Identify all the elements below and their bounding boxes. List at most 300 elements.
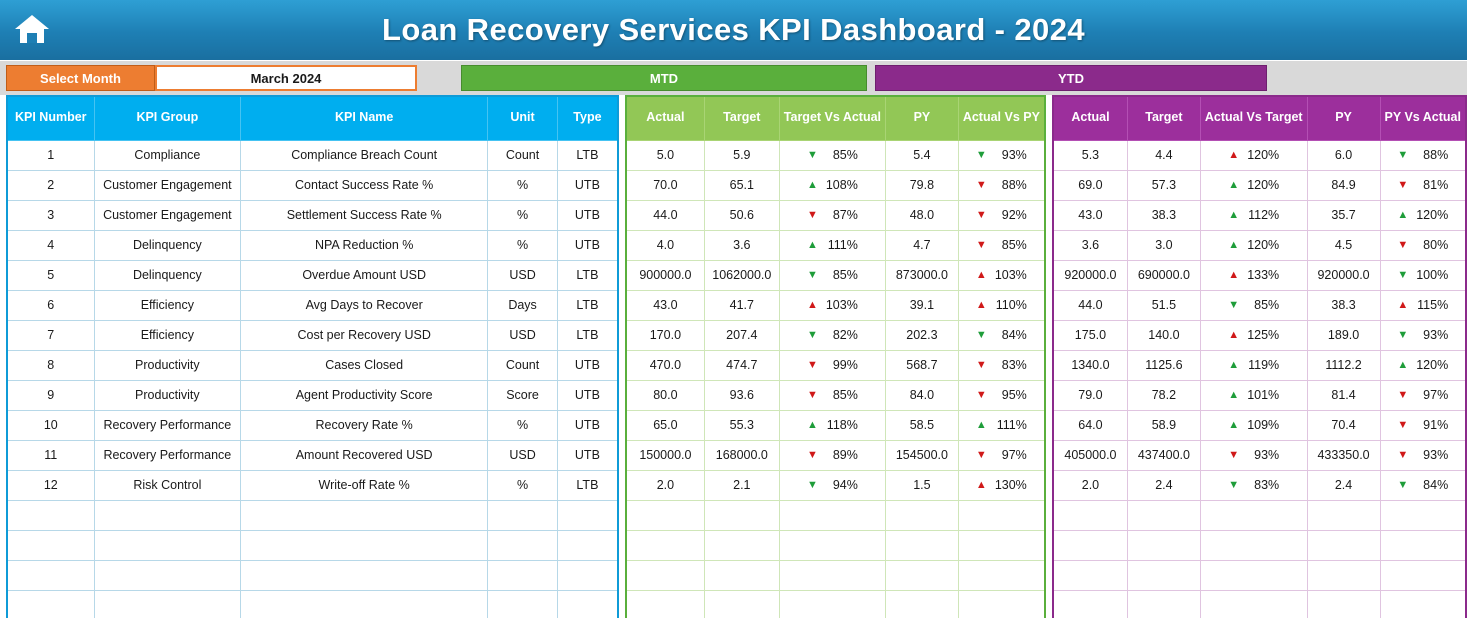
cell-kpi-name: NPA Reduction % — [241, 230, 488, 260]
cell-mtd-target-vs-actual-value: 85% — [832, 268, 858, 282]
table-row — [1053, 380, 1466, 410]
cell-ytd-actual: 43.0 — [1053, 200, 1127, 230]
cell-ytd-target: 4.4 — [1127, 140, 1200, 170]
cell-mtd-actual: 170.0 — [626, 320, 704, 350]
cell-kpi-group: Recovery Performance — [94, 440, 241, 470]
cell-mtd-target-vs-actual — [779, 290, 885, 320]
triangle-up-icon: ▲ — [1228, 418, 1240, 431]
cell-mtd-actual-vs-py — [958, 290, 1045, 320]
cell-ytd-py-vs-actual — [1380, 470, 1466, 500]
cell-mtd-target: 5.9 — [704, 140, 779, 170]
cell-empty — [779, 500, 885, 530]
cell-ytd-actual-vs-target-value: 120% — [1247, 178, 1280, 192]
cell-ytd-actual: 920000.0 — [1053, 260, 1127, 290]
cell-kpi-name: Overdue Amount USD — [241, 260, 488, 290]
cell-mtd-target: 55.3 — [704, 410, 779, 440]
cell-ytd-actual-vs-target — [1200, 200, 1307, 230]
table-row-empty — [7, 530, 618, 560]
table-row — [626, 140, 1045, 170]
cell-ytd-py-vs-actual-value: 93% — [1423, 328, 1449, 342]
cell-ytd-actual: 175.0 — [1053, 320, 1127, 350]
cell-unit: Score — [488, 380, 558, 410]
triangle-down-icon: ▼ — [975, 148, 987, 161]
cell-ytd-actual-vs-target-value: 85% — [1254, 298, 1280, 312]
cell-kpi-number: 3 — [7, 200, 94, 230]
cell-empty — [7, 530, 94, 560]
table-header-row — [1053, 96, 1466, 140]
triangle-down-icon: ▼ — [975, 388, 987, 401]
cell-kpi-name: Avg Days to Recover — [241, 290, 488, 320]
table-row — [7, 200, 618, 230]
cell-ytd-actual: 1340.0 — [1053, 350, 1127, 380]
cell-kpi-number: 2 — [7, 170, 94, 200]
cell-empty — [1053, 530, 1127, 560]
cell-ytd-actual: 69.0 — [1053, 170, 1127, 200]
triangle-down-icon: ▼ — [1397, 388, 1409, 401]
cell-unit: USD — [488, 440, 558, 470]
triangle-up-icon: ▲ — [975, 418, 987, 431]
cell-ytd-actual: 405000.0 — [1053, 440, 1127, 470]
col-type: Type — [557, 96, 617, 140]
cell-mtd-target: 50.6 — [704, 200, 779, 230]
triangle-up-icon: ▲ — [1397, 298, 1409, 311]
cell-empty — [1200, 560, 1307, 590]
cell-mtd-actual: 80.0 — [626, 380, 704, 410]
cell-mtd-target-vs-actual-value: 99% — [832, 358, 858, 372]
triangle-down-icon: ▼ — [975, 178, 987, 191]
cell-ytd-actual: 64.0 — [1053, 410, 1127, 440]
table-row — [626, 410, 1045, 440]
table-row — [7, 470, 618, 500]
table-row — [1053, 140, 1466, 170]
cell-type: LTB — [557, 470, 617, 500]
cell-ytd-py-vs-actual — [1380, 380, 1466, 410]
cell-kpi-group: Productivity — [94, 380, 241, 410]
cell-empty — [1127, 500, 1200, 530]
cell-mtd-actual: 900000.0 — [626, 260, 704, 290]
col-mtd-actual-vs-py: Actual Vs PY — [958, 96, 1045, 140]
cell-empty — [1380, 560, 1466, 590]
cell-mtd-target-vs-actual — [779, 230, 885, 260]
cell-ytd-py: 81.4 — [1307, 380, 1380, 410]
table-row — [1053, 470, 1466, 500]
triangle-down-icon: ▼ — [1397, 178, 1409, 191]
ytd-table — [1052, 95, 1467, 618]
table-row — [626, 170, 1045, 200]
triangle-down-icon: ▼ — [1397, 478, 1409, 491]
cell-kpi-group: Delinquency — [94, 230, 241, 260]
cell-empty — [958, 530, 1045, 560]
cell-mtd-target-vs-actual-value: 82% — [832, 328, 858, 342]
table-row — [7, 320, 618, 350]
cell-ytd-target: 1125.6 — [1127, 350, 1200, 380]
triangle-up-icon: ▲ — [975, 268, 987, 281]
page-title: Loan Recovery Services KPI Dashboard - 2024 — [382, 12, 1085, 47]
cell-mtd-actual-vs-py-value: 83% — [1001, 358, 1027, 372]
table-row — [7, 230, 618, 260]
cell-mtd-actual-vs-py — [958, 230, 1045, 260]
cell-kpi-number: 12 — [7, 470, 94, 500]
triangle-up-icon: ▲ — [1397, 358, 1409, 371]
cell-empty — [1307, 530, 1380, 560]
triangle-up-icon: ▲ — [1228, 238, 1240, 251]
cell-empty — [241, 500, 488, 530]
cell-ytd-py-vs-actual-value: 91% — [1423, 418, 1449, 432]
cell-mtd-target-vs-actual-value: 89% — [832, 448, 858, 462]
kpi-tables — [0, 95, 1467, 618]
dashboard-header — [0, 0, 1467, 61]
triangle-up-icon: ▲ — [1228, 388, 1240, 401]
table-row — [7, 140, 618, 170]
table-row — [7, 380, 618, 410]
col-ytd-actual-vs-target: Actual Vs Target — [1200, 96, 1307, 140]
cell-mtd-py: 568.7 — [886, 350, 959, 380]
cell-empty — [958, 500, 1045, 530]
cell-mtd-py: 5.4 — [886, 140, 959, 170]
cell-mtd-target-vs-actual — [779, 140, 885, 170]
table-row — [1053, 200, 1466, 230]
cell-kpi-name: Compliance Breach Count — [241, 140, 488, 170]
triangle-down-icon: ▼ — [806, 208, 818, 221]
cell-mtd-py: 84.0 — [886, 380, 959, 410]
cell-type: LTB — [557, 320, 617, 350]
cell-empty — [779, 590, 885, 618]
cell-ytd-actual-vs-target — [1200, 260, 1307, 290]
table-row — [1053, 290, 1466, 320]
table-row — [626, 440, 1045, 470]
table-row — [1053, 350, 1466, 380]
table-row-empty — [1053, 530, 1466, 560]
cell-empty — [886, 500, 959, 530]
cell-empty — [886, 590, 959, 618]
cell-mtd-target-vs-actual — [779, 260, 885, 290]
cell-empty — [1380, 590, 1466, 618]
cell-ytd-py-vs-actual — [1380, 170, 1466, 200]
cell-ytd-py: 38.3 — [1307, 290, 1380, 320]
cell-empty — [1380, 530, 1466, 560]
cell-ytd-actual: 5.3 — [1053, 140, 1127, 170]
col-mtd-target-vs-actual: Target Vs Actual — [779, 96, 885, 140]
cell-ytd-actual-vs-target-value: 83% — [1254, 478, 1280, 492]
cell-kpi-group: Delinquency — [94, 260, 241, 290]
cell-mtd-actual-vs-py-value: 92% — [1001, 208, 1027, 222]
cell-type: UTB — [557, 380, 617, 410]
cell-mtd-py: 4.7 — [886, 230, 959, 260]
cell-ytd-actual: 2.0 — [1053, 470, 1127, 500]
cell-ytd-actual-vs-target-value: 109% — [1247, 418, 1280, 432]
table-row — [626, 320, 1045, 350]
cell-ytd-actual-vs-target — [1200, 170, 1307, 200]
cell-ytd-target: 58.9 — [1127, 410, 1200, 440]
cell-mtd-target-vs-actual-value: 111% — [827, 238, 858, 252]
cell-ytd-target: 690000.0 — [1127, 260, 1200, 290]
cell-ytd-actual-vs-target — [1200, 140, 1307, 170]
triangle-up-icon: ▲ — [975, 298, 987, 311]
cell-kpi-name: Write-off Rate % — [241, 470, 488, 500]
table-row — [1053, 440, 1466, 470]
cell-mtd-target: 474.7 — [704, 350, 779, 380]
triangle-down-icon: ▼ — [975, 208, 987, 221]
cell-ytd-py-vs-actual-value: 84% — [1423, 478, 1449, 492]
cell-mtd-py: 48.0 — [886, 200, 959, 230]
cell-mtd-actual: 44.0 — [626, 200, 704, 230]
triangle-down-icon: ▼ — [975, 448, 987, 461]
table-row-empty — [7, 590, 618, 618]
cell-mtd-actual-vs-py — [958, 320, 1045, 350]
cell-kpi-name: Amount Recovered USD — [241, 440, 488, 470]
cell-mtd-actual-vs-py-value: 84% — [1001, 328, 1027, 342]
cell-empty — [779, 530, 885, 560]
cell-empty — [1127, 560, 1200, 590]
cell-mtd-py: 873000.0 — [886, 260, 959, 290]
cell-ytd-py-vs-actual — [1380, 230, 1466, 260]
cell-unit: Days — [488, 290, 558, 320]
cell-ytd-actual-vs-target — [1200, 470, 1307, 500]
cell-ytd-py: 6.0 — [1307, 140, 1380, 170]
cell-kpi-group: Risk Control — [94, 470, 241, 500]
table-row — [7, 440, 618, 470]
cell-mtd-actual: 65.0 — [626, 410, 704, 440]
cell-empty — [241, 560, 488, 590]
triangle-down-icon: ▼ — [975, 328, 987, 341]
cell-empty — [488, 560, 558, 590]
col-ytd-py: PY — [1307, 96, 1380, 140]
table-row — [1053, 260, 1466, 290]
mtd-table — [625, 95, 1046, 618]
cell-empty — [7, 500, 94, 530]
cell-type: UTB — [557, 440, 617, 470]
col-ytd-py-vs-actual: PY Vs Actual — [1380, 96, 1466, 140]
cell-empty — [488, 530, 558, 560]
cell-ytd-py-vs-actual — [1380, 260, 1466, 290]
cell-mtd-py: 154500.0 — [886, 440, 959, 470]
cell-ytd-py-vs-actual — [1380, 200, 1466, 230]
cell-ytd-py-vs-actual-value: 93% — [1423, 448, 1449, 462]
cell-unit: USD — [488, 260, 558, 290]
cell-empty — [1380, 500, 1466, 530]
triangle-down-icon: ▼ — [806, 328, 818, 341]
cell-kpi-group: Efficiency — [94, 290, 241, 320]
table-row-empty — [1053, 500, 1466, 530]
cell-mtd-actual-vs-py — [958, 380, 1045, 410]
cell-mtd-target-vs-actual-value: 103% — [825, 298, 858, 312]
cell-unit: % — [488, 200, 558, 230]
cell-empty — [557, 500, 617, 530]
cell-empty — [1307, 560, 1380, 590]
cell-ytd-py-vs-actual — [1380, 350, 1466, 380]
month-selector[interactable]: March 2024 — [155, 65, 417, 91]
table-row-empty — [626, 530, 1045, 560]
cell-mtd-actual-vs-py — [958, 350, 1045, 380]
col-mtd-target: Target — [704, 96, 779, 140]
cell-mtd-actual-vs-py-value: 111% — [996, 418, 1027, 432]
cell-ytd-py-vs-actual — [1380, 440, 1466, 470]
cell-empty — [241, 530, 488, 560]
table-row — [7, 350, 618, 380]
cell-ytd-py: 4.5 — [1307, 230, 1380, 260]
cell-mtd-target-vs-actual — [779, 470, 885, 500]
table-row — [626, 230, 1045, 260]
cell-kpi-number: 10 — [7, 410, 94, 440]
cell-empty — [958, 560, 1045, 590]
cell-mtd-target: 65.1 — [704, 170, 779, 200]
cell-mtd-py: 58.5 — [886, 410, 959, 440]
select-month-label: Select Month — [6, 65, 155, 91]
cell-empty — [94, 500, 241, 530]
cell-empty — [1200, 590, 1307, 618]
table-row-empty — [1053, 560, 1466, 590]
cell-mtd-actual-vs-py-value: 85% — [1001, 238, 1027, 252]
cell-ytd-py: 35.7 — [1307, 200, 1380, 230]
triangle-up-icon: ▲ — [1228, 178, 1240, 191]
cell-kpi-number: 11 — [7, 440, 94, 470]
cell-type: UTB — [557, 350, 617, 380]
cell-mtd-py: 202.3 — [886, 320, 959, 350]
cell-empty — [704, 500, 779, 530]
table-row — [1053, 320, 1466, 350]
cell-ytd-py: 1112.2 — [1307, 350, 1380, 380]
triangle-up-icon: ▲ — [1228, 148, 1240, 161]
cell-ytd-py-vs-actual-value: 88% — [1423, 148, 1449, 162]
cell-empty — [704, 530, 779, 560]
cell-empty — [1200, 530, 1307, 560]
cell-mtd-actual: 150000.0 — [626, 440, 704, 470]
col-mtd-actual: Actual — [626, 96, 704, 140]
cell-mtd-actual-vs-py — [958, 200, 1045, 230]
cell-unit: USD — [488, 320, 558, 350]
col-kpi-number: KPI Number — [7, 96, 94, 140]
table-row-empty — [626, 590, 1045, 618]
triangle-up-icon: ▲ — [1228, 328, 1240, 341]
cell-mtd-target: 3.6 — [704, 230, 779, 260]
cell-mtd-target-vs-actual — [779, 320, 885, 350]
cell-ytd-target: 51.5 — [1127, 290, 1200, 320]
cell-ytd-py-vs-actual-value: 100% — [1416, 268, 1449, 282]
triangle-up-icon: ▲ — [1228, 358, 1240, 371]
cell-empty — [94, 530, 241, 560]
cell-mtd-actual: 4.0 — [626, 230, 704, 260]
cell-ytd-py-vs-actual — [1380, 140, 1466, 170]
cell-mtd-actual-vs-py — [958, 170, 1045, 200]
cell-mtd-actual-vs-py-value: 95% — [1001, 388, 1027, 402]
cell-ytd-actual-vs-target — [1200, 380, 1307, 410]
cell-kpi-group: Customer Engagement — [94, 170, 241, 200]
cell-empty — [1307, 590, 1380, 618]
cell-mtd-actual-vs-py-value: 93% — [1001, 148, 1027, 162]
cell-ytd-target: 57.3 — [1127, 170, 1200, 200]
cell-empty — [1127, 590, 1200, 618]
cell-mtd-target-vs-actual — [779, 350, 885, 380]
table-row — [626, 470, 1045, 500]
triangle-up-icon: ▲ — [806, 238, 818, 251]
cell-ytd-actual-vs-target — [1200, 230, 1307, 260]
cell-mtd-target-vs-actual-value: 85% — [832, 388, 858, 402]
cell-empty — [626, 500, 704, 530]
cell-mtd-actual-vs-py-value: 97% — [1001, 448, 1027, 462]
triangle-up-icon: ▲ — [806, 298, 818, 311]
cell-kpi-number: 9 — [7, 380, 94, 410]
cell-kpi-number: 1 — [7, 140, 94, 170]
cell-empty — [626, 530, 704, 560]
cell-empty — [1200, 500, 1307, 530]
table-row-empty — [1053, 590, 1466, 618]
cell-empty — [704, 590, 779, 618]
cell-ytd-target: 437400.0 — [1127, 440, 1200, 470]
table-row — [1053, 170, 1466, 200]
cell-mtd-actual: 43.0 — [626, 290, 704, 320]
cell-unit: Count — [488, 350, 558, 380]
cell-mtd-actual-vs-py-value: 103% — [994, 268, 1027, 282]
cell-empty — [557, 530, 617, 560]
cell-empty — [1053, 560, 1127, 590]
triangle-up-icon: ▲ — [1228, 268, 1240, 281]
cell-kpi-name: Settlement Success Rate % — [241, 200, 488, 230]
cell-empty — [779, 560, 885, 590]
cell-ytd-py-vs-actual-value: 120% — [1416, 358, 1449, 372]
triangle-up-icon: ▲ — [806, 178, 818, 191]
cell-mtd-target-vs-actual — [779, 380, 885, 410]
table-header-row — [626, 96, 1045, 140]
cell-ytd-target: 3.0 — [1127, 230, 1200, 260]
cell-kpi-group: Productivity — [94, 350, 241, 380]
cell-kpi-name: Cost per Recovery USD — [241, 320, 488, 350]
cell-kpi-name: Recovery Rate % — [241, 410, 488, 440]
cell-mtd-target: 1062000.0 — [704, 260, 779, 290]
cell-empty — [886, 530, 959, 560]
cell-mtd-target-vs-actual-value: 85% — [832, 148, 858, 162]
cell-ytd-actual-vs-target-value: 120% — [1247, 148, 1280, 162]
cell-unit: % — [488, 170, 558, 200]
cell-ytd-py-vs-actual — [1380, 320, 1466, 350]
cell-mtd-actual-vs-py-value: 110% — [995, 298, 1027, 312]
cell-empty — [557, 590, 617, 618]
cell-ytd-py-vs-actual-value: 80% — [1423, 238, 1449, 252]
cell-kpi-number: 5 — [7, 260, 94, 290]
cell-ytd-actual: 3.6 — [1053, 230, 1127, 260]
cell-kpi-group: Customer Engagement — [94, 200, 241, 230]
cell-ytd-py-vs-actual-value: 97% — [1423, 388, 1449, 402]
cell-empty — [958, 590, 1045, 618]
cell-empty — [241, 590, 488, 618]
cell-type: LTB — [557, 140, 617, 170]
cell-mtd-actual: 5.0 — [626, 140, 704, 170]
cell-ytd-target: 38.3 — [1127, 200, 1200, 230]
cell-mtd-actual-vs-py — [958, 260, 1045, 290]
triangle-down-icon: ▼ — [806, 358, 818, 371]
triangle-down-icon: ▼ — [1397, 418, 1409, 431]
table-row — [1053, 230, 1466, 260]
cell-kpi-name: Contact Success Rate % — [241, 170, 488, 200]
table-header-row — [7, 96, 618, 140]
cell-unit: Count — [488, 140, 558, 170]
cell-mtd-target-vs-actual — [779, 410, 885, 440]
triangle-down-icon: ▼ — [1397, 268, 1409, 281]
table-row — [626, 200, 1045, 230]
triangle-down-icon: ▼ — [1228, 478, 1240, 491]
cell-mtd-actual-vs-py-value: 130% — [994, 478, 1027, 492]
cell-type: UTB — [557, 230, 617, 260]
cell-empty — [1307, 500, 1380, 530]
table-row — [626, 380, 1045, 410]
cell-mtd-target: 168000.0 — [704, 440, 779, 470]
cell-empty — [626, 560, 704, 590]
table-row — [626, 290, 1045, 320]
cell-mtd-actual-vs-py — [958, 470, 1045, 500]
cell-kpi-group: Recovery Performance — [94, 410, 241, 440]
cell-ytd-py-vs-actual — [1380, 290, 1466, 320]
cell-ytd-actual: 79.0 — [1053, 380, 1127, 410]
cell-unit: % — [488, 230, 558, 260]
